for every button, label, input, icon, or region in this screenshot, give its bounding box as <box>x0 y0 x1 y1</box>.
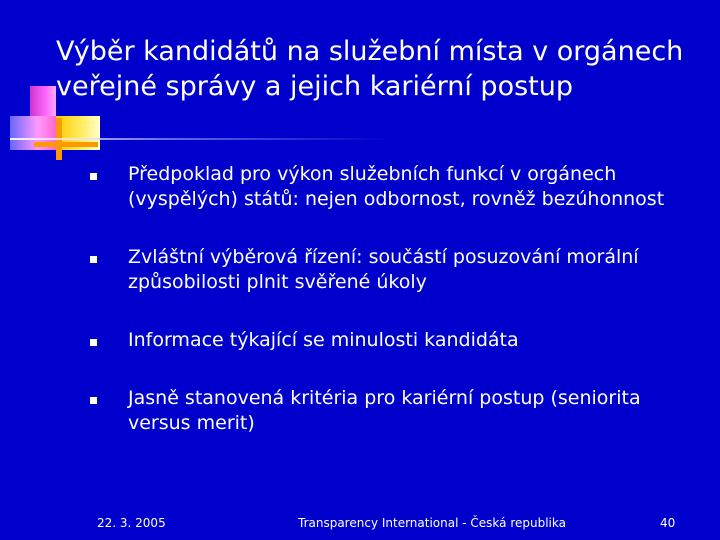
slide-title: Výběr kandidátů na služební místa v orgánech veřejné správy a jejich kariérní postup <box>56 36 684 102</box>
title-divider-line <box>10 138 390 140</box>
bullet-item <box>90 162 700 212</box>
square-bullet-icon <box>90 256 97 263</box>
decorative-magenta-square <box>30 86 56 116</box>
bullet-text: Zvláštní výběrová řízení: součástí posuzování morální způsobilosti plnit svěřené úkoly <box>128 246 639 293</box>
footer-date: 22. 3. 2005 <box>97 516 166 530</box>
bullet-item <box>90 245 700 295</box>
bullet-text: Jasně stanovená kritéria pro kariérní postup (seniorita versus merit) <box>128 387 641 434</box>
bullet-item <box>90 328 700 353</box>
bullet-list <box>90 162 700 436</box>
square-bullet-icon <box>90 173 97 180</box>
bullet-text: Předpoklad pro výkon služebních funkcí v orgánech (vyspělých) států: nejen odbornost, rovněž bezúhonnost <box>128 163 665 210</box>
bullet-text: Informace týkající se minulosti kandidáta <box>128 329 519 351</box>
page-number: 40 <box>660 516 676 530</box>
square-bullet-icon <box>90 339 97 346</box>
footer-organization: Transparency International - Česká republika <box>298 516 566 530</box>
square-bullet-icon <box>90 397 97 404</box>
bullet-item <box>90 386 700 436</box>
decorative-orange-horizontal-bar <box>34 142 98 147</box>
